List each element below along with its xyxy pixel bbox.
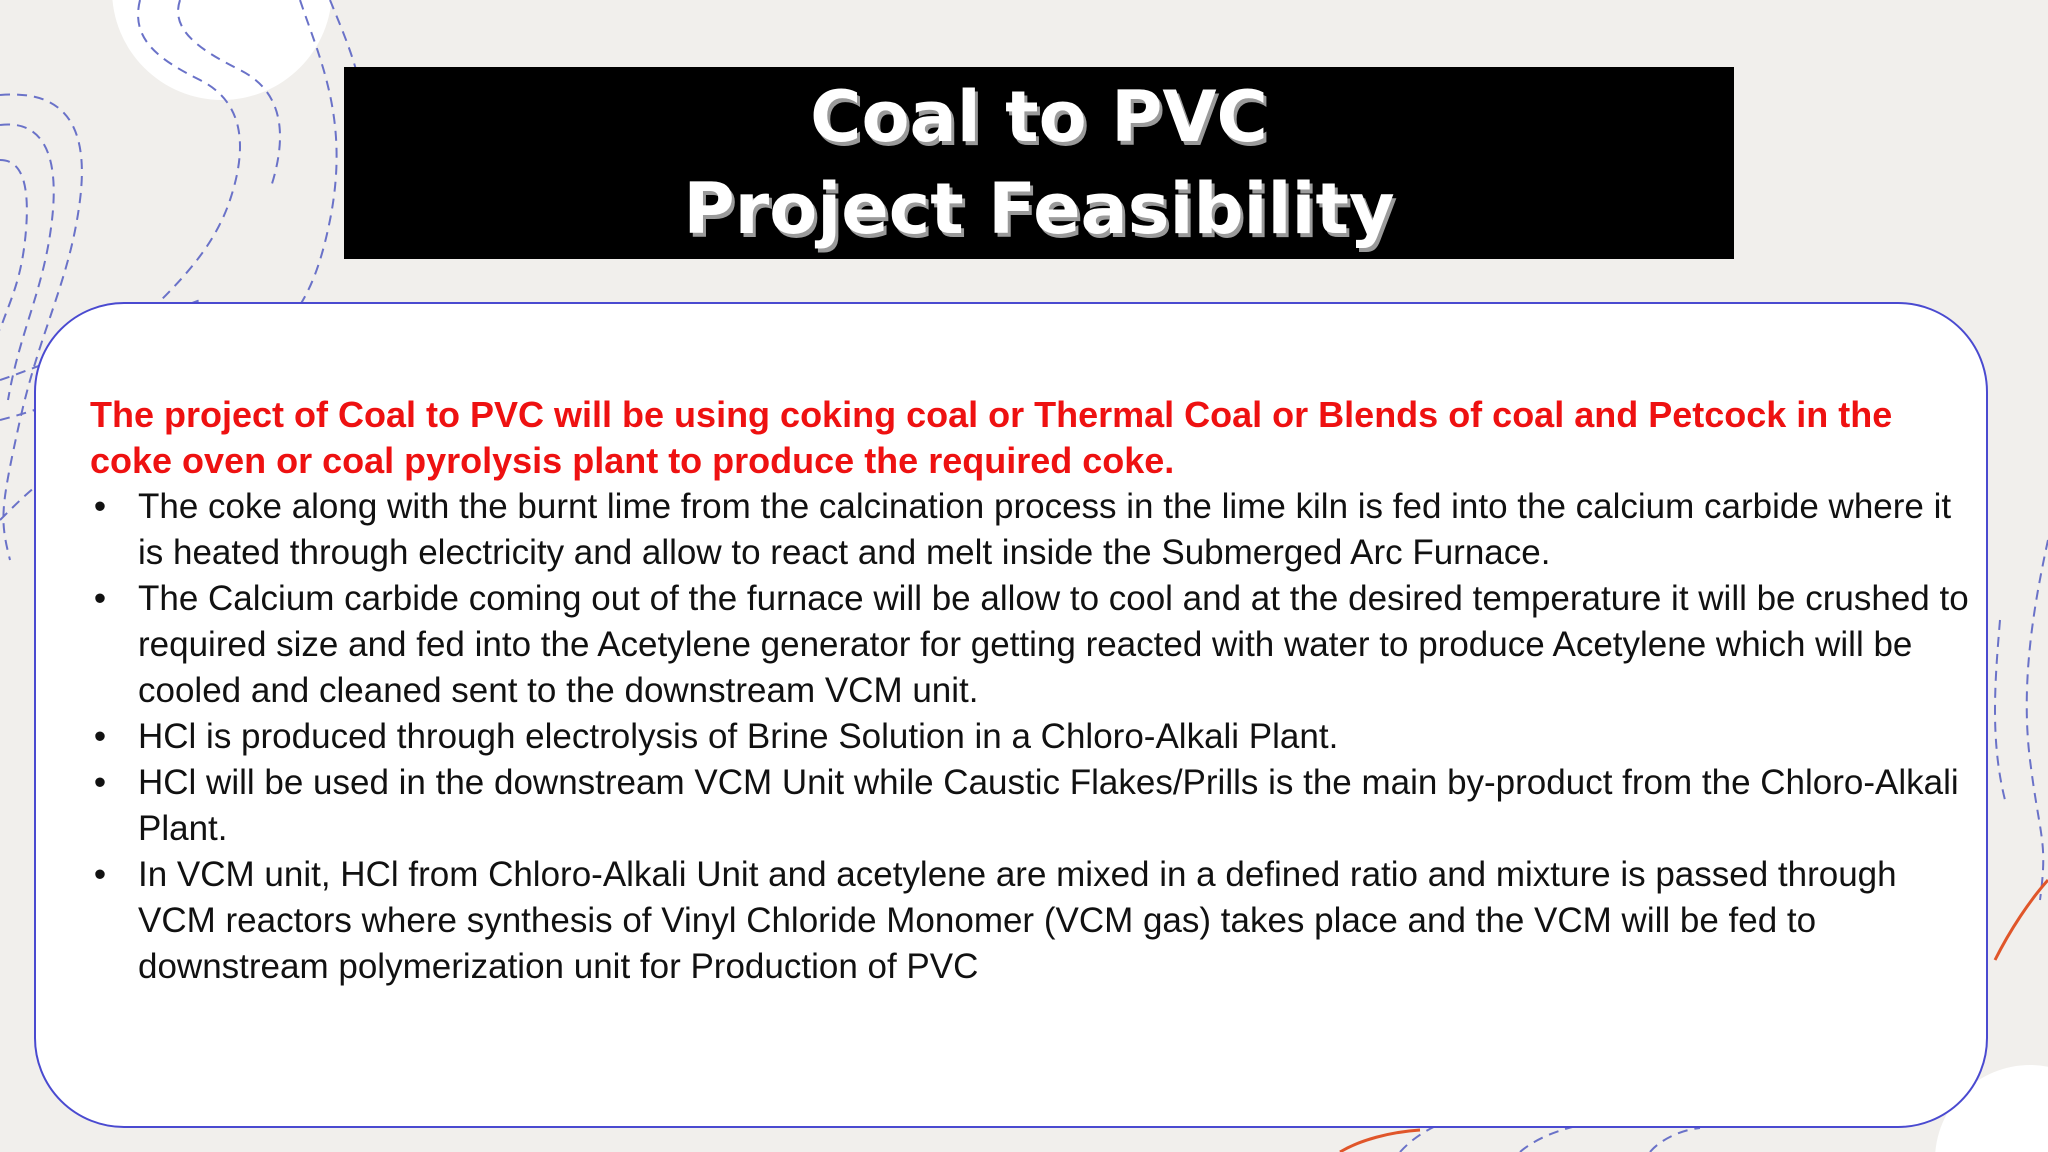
bullet-point-icon: • xyxy=(93,763,107,802)
bullet-text-1: The coke along with the burnt lime from the calcination process in the lime kiln is fed into the calcium carbide where it is heated through electricity and allow to react and melt inside the Submerged Arc Furnace. xyxy=(138,487,1952,572)
bullet-point-icon: • xyxy=(93,855,107,894)
bullet-point-icon: • xyxy=(93,487,107,526)
bullet-text-2: The Calcium carbide coming out of the furnace will be allow to cool and at the desired temperature it will be crushed to required size and fed into the Acetylene generator for getting reacted with water to produce Acetylene which will be cooled and cleaned sent to the downstream VCM unit. xyxy=(138,579,1969,710)
bullet-item-5 xyxy=(90,852,1970,990)
intro-paragraph: The project of Coal to PVC will be using coking coal or Thermal Coal or Blends of coal and Petcock in the coke oven or coal pyrolysis plant to produce the required coke. xyxy=(90,394,1893,481)
slide-title-line-1: Coal to PVC xyxy=(810,76,1268,158)
bullet-text-4: HCl will be used in the downstream VCM Unit while Caustic Flakes/Prills is the main by-product from the Chloro-Alkali Plant. xyxy=(138,763,1959,848)
slide-title-line-2: Project Feasibility xyxy=(683,168,1395,250)
bullet-text-5: In VCM unit, HCl from Chloro-Alkali Unit and acetylene are mixed in a defined ratio and mixture is passed through VCM reactors where synthesis of Vinyl Chloride Monomer (VCM gas) takes place and the VCM will be fed to downstream polymerization unit for Production of PVC xyxy=(138,855,1897,986)
bullet-item-2 xyxy=(90,576,1970,714)
bullet-item-4 xyxy=(90,760,1970,852)
bullet-list xyxy=(90,484,1970,990)
bullet-item-1 xyxy=(90,484,1970,576)
bullet-item-3 xyxy=(90,714,1970,760)
bullet-point-icon: • xyxy=(93,579,107,618)
top-left-circle xyxy=(112,0,332,100)
title-banner xyxy=(344,67,1734,259)
bullet-point-icon: • xyxy=(93,717,107,756)
bullet-text-3: HCl is produced through electrolysis of Brine Solution in a Chloro-Alkali Plant. xyxy=(138,717,1339,756)
